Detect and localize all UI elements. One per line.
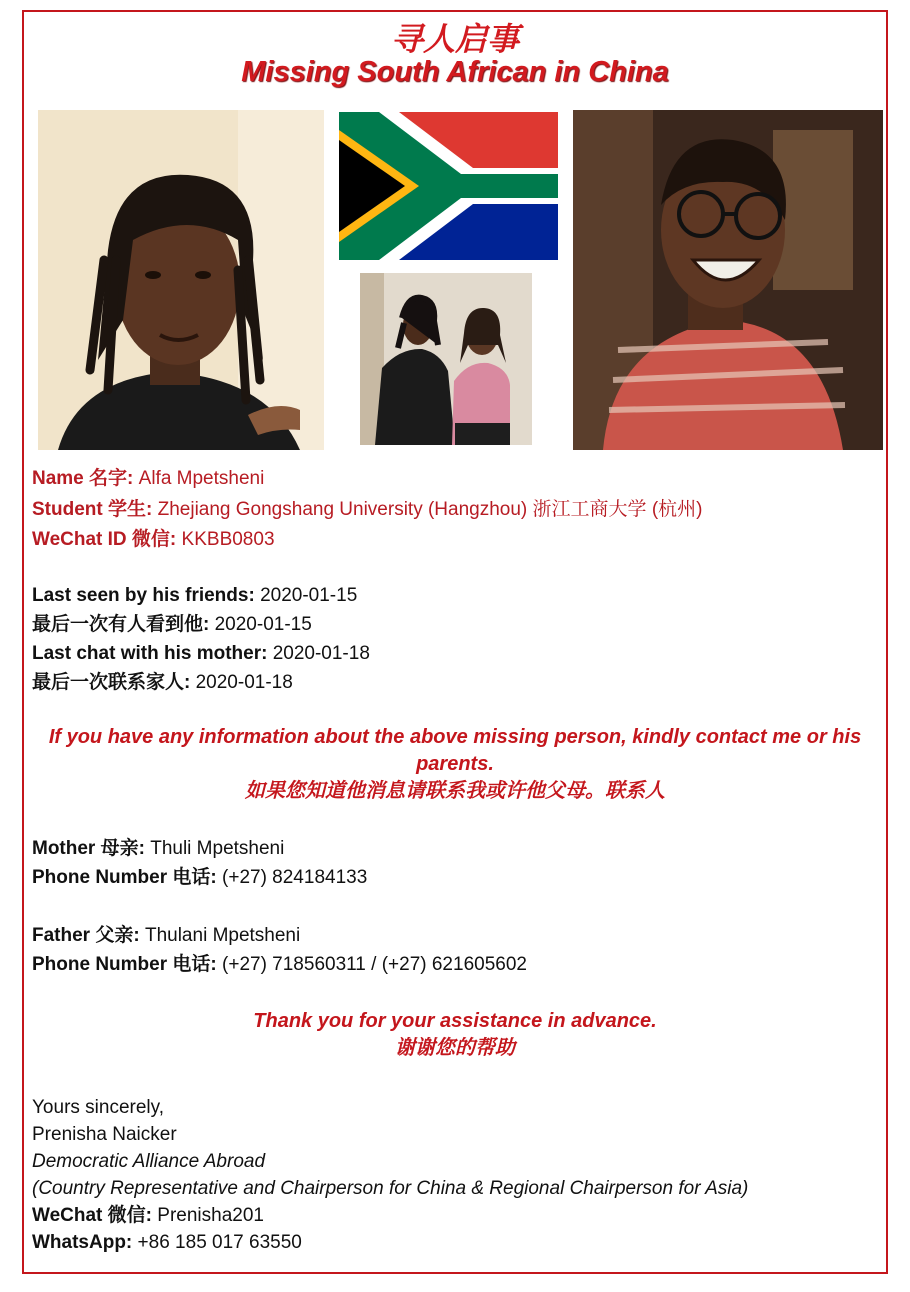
signature-wechat-value: Prenisha201 bbox=[157, 1205, 264, 1226]
mother-phone-line bbox=[32, 863, 367, 892]
appeal-cn: 如果您知道他消息请联系我或许他父母。联系人 bbox=[245, 780, 665, 802]
signature-wechat-line bbox=[32, 1202, 748, 1229]
photo-smiling bbox=[573, 110, 883, 450]
timeline bbox=[32, 581, 370, 697]
thanks-block bbox=[0, 1008, 910, 1062]
student-line bbox=[32, 497, 702, 523]
father-phone: (+27) 718560311 / (+27) 621605602 bbox=[222, 954, 527, 975]
appeal-block bbox=[0, 724, 910, 805]
name-label: Name 名字: bbox=[32, 468, 134, 489]
mother-phone-label: Phone Number 电话: bbox=[32, 867, 217, 888]
last-seen-cn-label: 最后一次有人看到他: bbox=[32, 614, 210, 635]
photo-portrait bbox=[38, 110, 324, 450]
mother-contact bbox=[32, 834, 367, 892]
signature-whatsapp-label: WhatsApp: bbox=[32, 1232, 133, 1253]
name-line bbox=[32, 466, 264, 492]
south-africa-flag-icon bbox=[339, 112, 558, 260]
wechat-id-line bbox=[32, 527, 275, 553]
father-phone-line bbox=[32, 950, 527, 979]
last-seen-cn-value: 2020-01-15 bbox=[214, 614, 312, 635]
wechat-id-label: WeChat ID 微信: bbox=[32, 529, 177, 550]
last-chat-cn-value: 2020-01-18 bbox=[195, 672, 293, 693]
last-chat-value: 2020-01-18 bbox=[272, 643, 370, 664]
title-english: Missing South African in China bbox=[241, 56, 669, 88]
mother-label: Mother 母亲: bbox=[32, 838, 145, 859]
appeal-en-line1: If you have any information about the above missing person, kindly contact me or his bbox=[48, 726, 862, 748]
student-label: Student 学生: bbox=[32, 499, 153, 520]
name-value: Alfa Mpetsheni bbox=[138, 468, 265, 489]
father-label: Father 父亲: bbox=[32, 925, 140, 946]
last-seen-line bbox=[32, 581, 370, 610]
mother-line bbox=[32, 834, 367, 863]
signature-block bbox=[32, 1094, 748, 1256]
last-seen-label: Last seen by his friends: bbox=[32, 585, 255, 606]
signature-role: (Country Representative and Chairperson for China & Regional Chairperson for Asia) bbox=[32, 1178, 749, 1199]
father-line bbox=[32, 921, 527, 950]
signature-wechat-label: WeChat 微信: bbox=[32, 1205, 152, 1226]
signature-whatsapp-line bbox=[32, 1229, 748, 1256]
father-name: Thulani Mpetsheni bbox=[144, 925, 301, 946]
signature-org: Democratic Alliance Abroad bbox=[32, 1151, 266, 1172]
student-value: Zhejiang Gongshang University (Hangzhou) 浙江工商大学 (杭州) bbox=[157, 499, 703, 520]
last-chat-line bbox=[32, 639, 370, 668]
mother-phone: (+27) 824184133 bbox=[222, 867, 368, 888]
photo-with-mother bbox=[360, 273, 532, 445]
thanks-cn: 谢谢您的帮助 bbox=[395, 1037, 515, 1059]
last-chat-label: Last chat with his mother: bbox=[32, 643, 268, 664]
appeal-en-line2: parents. bbox=[416, 753, 494, 775]
last-chat-cn-label: 最后一次联系家人: bbox=[32, 672, 191, 693]
wechat-id-value: KKBB0803 bbox=[181, 529, 275, 550]
father-phone-label: Phone Number 电话: bbox=[32, 954, 217, 975]
father-contact bbox=[32, 921, 527, 979]
thanks-en: Thank you for your assistance in advance. bbox=[253, 1010, 657, 1032]
last-seen-value: 2020-01-15 bbox=[260, 585, 358, 606]
signature-closing: Yours sincerely, bbox=[32, 1097, 165, 1118]
title-chinese: 寻人启事 bbox=[390, 20, 519, 58]
mother-name: Thuli Mpetsheni bbox=[150, 838, 285, 859]
signature-whatsapp-value: +86 185 017 63550 bbox=[137, 1232, 302, 1253]
signature-name: Prenisha Naicker bbox=[32, 1124, 177, 1145]
last-seen-cn-line bbox=[32, 610, 370, 639]
last-chat-cn-line bbox=[32, 668, 370, 697]
